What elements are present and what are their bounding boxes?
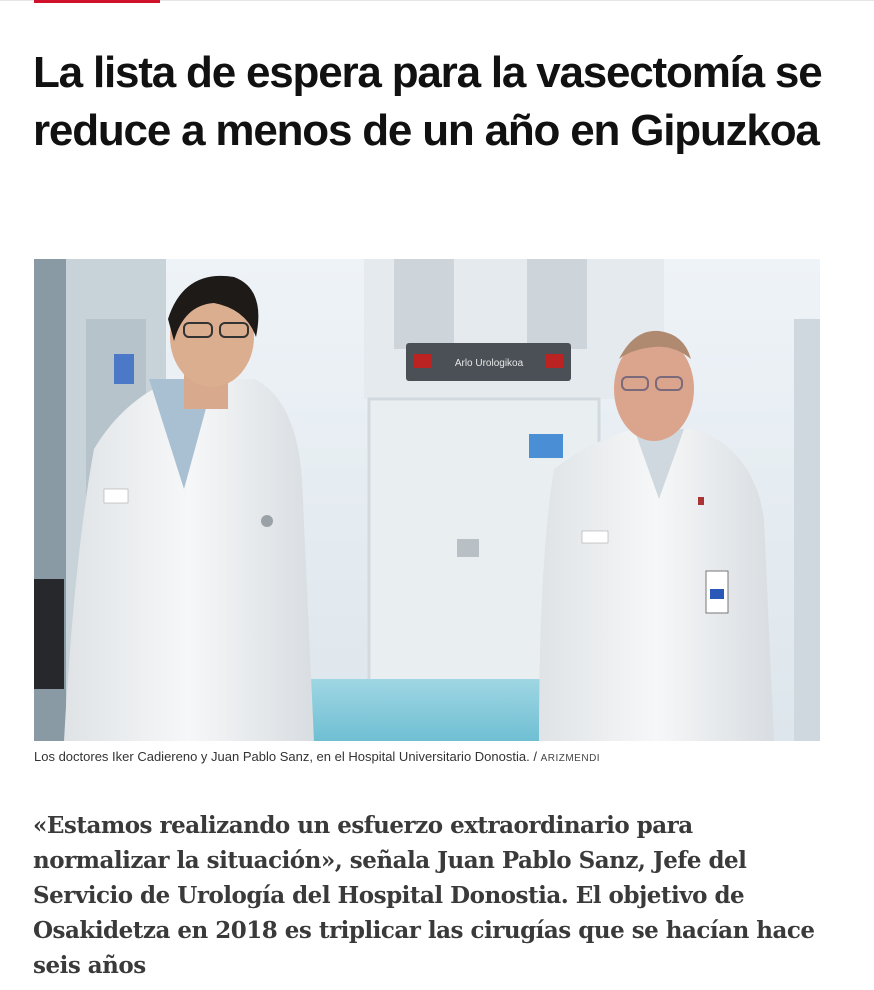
article-subtitle: «Estamos realizando un esfuerzo extraordinario para normalizar la situación», señala Juan Pablo Sanz, Jefe del Servicio de Urología del Hospital Donostia. El objetivo de Osakidetza en 2018 es triplicar las cirugías que se hacían hace seis años [33, 812, 815, 979]
caption-text: Los doctores Iker Cadiereno y Juan Pablo Sanz, en el Hospital Universitario Donostia. / [34, 749, 537, 764]
photo-credit: ARIZMENDI [540, 753, 601, 764]
article-headline: La lista de espera para la vasectomía se reduce a menos de un año en Gipuzkoa [33, 48, 822, 155]
photo-sign-text: Arlo Urologikoa [454, 358, 524, 369]
photo-caption [34, 749, 834, 767]
section-accent-bar [34, 0, 160, 3]
article-photo[interactable] [34, 259, 820, 741]
